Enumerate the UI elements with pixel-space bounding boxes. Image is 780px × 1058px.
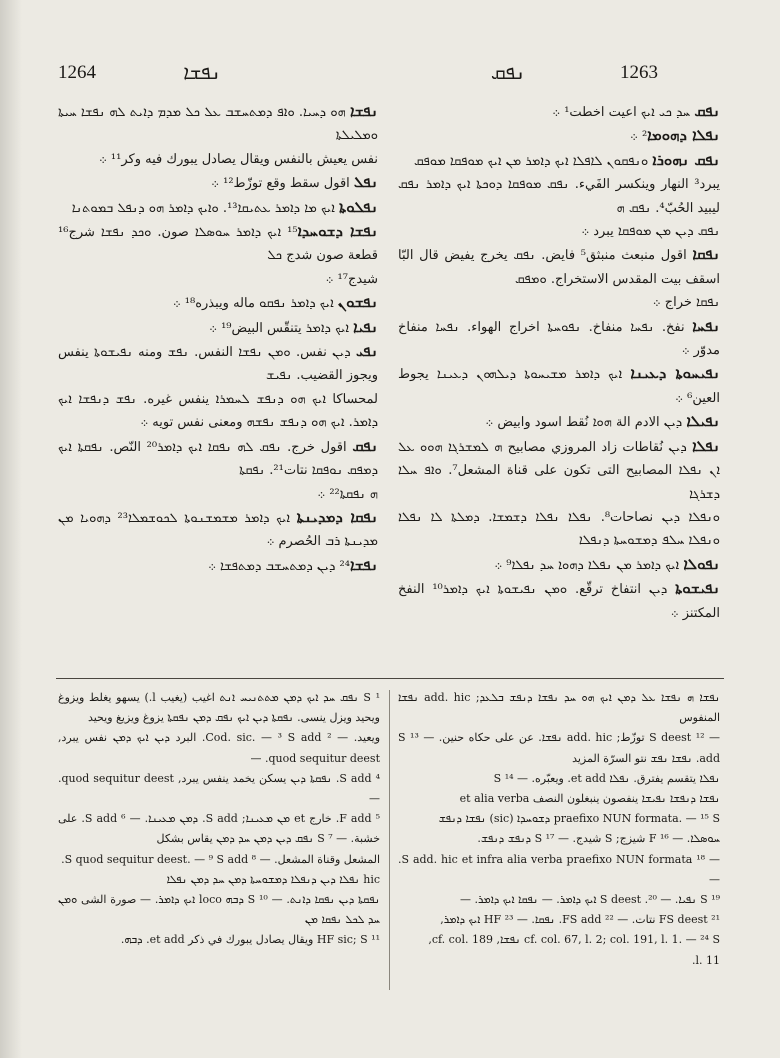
dictionary-entry — [58, 316, 378, 340]
footnote-line: — ¹⁸ S add. hic et infra alia verba praefixo NUN formata. — — [398, 852, 720, 886]
dictionary-entry — [398, 124, 720, 148]
footnote-line: — ¹² S deest توزّط; add. hic ܢܦܫܐ. عن على حكاه حنين. — ¹³ S add. ܢܦܫܐ ܢܦܫ نتو السرّة المزيد — [398, 731, 721, 765]
dictionary-entry — [398, 553, 720, 577]
dictionary-entry — [58, 435, 378, 483]
footnote-line: ¹¹ HF sic; S ويقال يصادل يبورك في ذكر et add. ܕܒܗ. — [120, 933, 380, 947]
entry-text: ܘܢܦܩܘܢ ܠܐܦܠܐ ܐܝܟ ܕܐܡܪ ܡܢ ܐܝܟ ܡܘܦܩܐ ܡܘܦܩ — [414, 153, 653, 169]
dictionary-entry — [58, 506, 378, 554]
dictionary-entry — [58, 268, 378, 291]
footnote-line: ܢܦܫܐ ܗ ܢܦܫܐ ܥܠ ܕܡܢ ܐܝܟ ܗܘ ܚܕ ܢܦܫܐ ܕܢܦܫ ܒܠܥܕ; add. hic ܢܦܫܐ المنفوس — [398, 691, 721, 725]
entry-text: ܚܕ ܟܝ ܐܝܟ اعيت اخطت¹ ܀ — [552, 105, 695, 120]
dictionary-entry — [398, 506, 720, 553]
footnote-line: المشعل وقناة المشعل. — ⁸ S quod sequitur deest. — ⁹ S add. — [61, 852, 380, 866]
entry-headword: ܢܦܫܐ ܕܫܘܚܕܐ — [297, 222, 378, 241]
entry-text: ܐܝܟ ܕܐܡܪ ܡܢ ܢܦܠܐ ܕܗܘܐ ܚܕ ܢܦܠܐ⁹ ܀ — [494, 557, 684, 573]
dictionary-entry — [58, 196, 378, 220]
dictionary-entry — [58, 554, 378, 578]
dictionary-entry — [398, 149, 720, 173]
dictionary-entry — [398, 243, 720, 291]
entry-text: يبرد³ النهار وينكسر الفَيء. ܢܦܩ ܡܘܦܩܐ ܕܘܟܬܐ ܐܝܟ ܕܐܡܪ ܢܦܩ ليبيد الحُبّ⁴. ܢܦܩ ܗ — [398, 177, 720, 216]
dictionary-entry — [398, 291, 720, 314]
entry-text: ² ܀ — [630, 129, 648, 145]
entry-headword: ܢܦܠ — [353, 173, 378, 192]
entry-headword: ܢܦܩ ܢܗܘܪܐ — [652, 150, 720, 169]
footnote-line: ويعيد. — ² Cod. sic. — ³ S add. البرد ܕܝܢ ܐܝܟ ܕܡܢ نفس يبرد, quod sequitur deest. — — [58, 731, 381, 765]
entry-headword: ܢܦܫܐ — [349, 555, 378, 574]
entry-headword: ܢܦܩܐ ܕܡܕܝܢܬܐ — [296, 507, 379, 526]
running-head-left: ܢܦܫܐ — [183, 60, 221, 84]
entry-text: ¹⁵ ܐܝܟ ܕܐܡܪ ܚܘܣܠܐ صون. ܘܟܕ ܢܦܫܐ شرج¹⁶ قطعة صون شدج ܟܠ — [58, 225, 378, 264]
entry-text: لمحساكا ܐܝܟ ܗܘ ܕܢܦܫ ܠܚܡܪܐ ينفس غيره. ܢܦܫ ܕܢܦܫܐ ܐܝܟ ܕܐܡܪ. ܐܝܟ ܗܘ ܕܢܦܫ ܢܦܫܗ ومعنى نفس تويه ܀ — [58, 391, 378, 431]
dictionary-entry — [398, 173, 720, 220]
footnote-line: ⁵ F add. خارج et ܡܢ ܡܥܝܢܐ; S add. ܕܡܢ ܡܥܝܢܐ. — ⁶ S add. على خشبة. — ⁷ S ܢܦܩ ܕܝܢ ܕܡܢ ܚܕ ܕܡܢ يقاس بشكل — [58, 812, 380, 846]
page-number-left: 1264 — [58, 62, 96, 83]
entry-headword: ܢܦܫܘܢ — [337, 293, 378, 312]
dictionary-entry — [58, 148, 378, 171]
entry-headword: ܢܦܫܐ — [349, 102, 378, 120]
dictionary-entry — [58, 171, 378, 195]
footnotes-right — [398, 688, 720, 971]
entry-headword: ܢܦܘܠܐ — [683, 554, 720, 573]
entry-text: ܐܝܟ ܡܐ ܕܐܡܪ ܥܬܝܩܐ¹³. ܘܐܝܟ ܕܐܡܪ ܗܘ ܕܢܦܠ ܒܡܘܬܢܐ — [71, 200, 340, 216]
footnote-rule — [56, 678, 724, 679]
entry-text: ܗ ܢܦܩܬܐ²² ܀ — [317, 486, 378, 502]
entry-headword: ܢܦܝܫܘܬܐ — [675, 579, 720, 598]
dictionary-entry — [398, 577, 720, 625]
footnote-column-divider — [389, 690, 390, 990]
entry-text: ܢܦܩ ܕܝܢ ܡܢ ܡܘܦܩܐ يبرد ܀ — [581, 224, 720, 240]
entry-text: ܕܝܢ نُقاطات زاد المروزي مصابيح ܗ ܠܡܫܪܓܐ ܗܘܘ ܥܠ ܐܢ ܢܦܠܐ المصابيح التى تكون على قناة المشعل⁷. ܘܐܦ ܚܠܐ ܕܫܪܓܐ — [398, 439, 720, 502]
entry-text: ܐܝܟ ܕܐܡܪ ܡܫܡܫܢܘܬܐ ܠܟܘܫܡܠܐ²³ ܕܗܘܝܐ ܡܢ ܡܕܝܢܬܐ ܪܒ الحُصرم ܀ — [58, 510, 378, 550]
left-column-entries — [58, 100, 378, 578]
page-header — [0, 62, 780, 92]
dictionary-entry — [58, 388, 378, 435]
entry-headword: ܢܦܝܐ — [353, 317, 378, 336]
footnote-line: ⁴ S add. ܢܦܩܬܐ ܕܝܢ يسكن يخمد ينفس يبرد, quod sequitur deest. — — [58, 771, 380, 806]
footnote-line: ܚܘܣܠܐ. — ¹⁶ F شيزج; S شيدج. — ¹⁷ S ܕܢܦܫ ܕܢܦܫ. — [477, 832, 720, 846]
right-column-entries — [398, 100, 720, 625]
footnote-line: ¹⁹ S ܢܦܝܐ. — ²⁰. S deest ܐܝܟ ܕܐܡܪ. — ܢܦܩܐ ܐܝܟ ܕܐܡܪ. — — [459, 893, 720, 907]
footnote-line: l. 11. — [691, 953, 720, 967]
entry-headword: ܢܦܠܐ — [692, 436, 720, 455]
page-edge-shadow — [0, 0, 22, 1058]
entry-headword: ܢܦܠܘܬܐ — [339, 197, 378, 216]
page-number-right: 1263 — [620, 62, 658, 83]
dictionary-entry — [398, 100, 720, 124]
dictionary-entry — [58, 100, 378, 148]
footnote-line: ܢܦܠܐ يتقسم يفترق. ܢܦܠܐ et add. ويعبّره. — ¹⁴ S — [493, 771, 720, 785]
entry-text: ܕܝܢ نفس. ܘܡܢ ܢܦܫܐ النفس. ܢܦܫ ومنه ܢܦܝܫܘܬܐ ينفس ويجوز القضيب. ܢܦܝܫ — [58, 345, 378, 384]
footnote-line: ܢܦܩܬܐ ܕܝܢ ܢܦܩܐ ܕܐܢܬ. — ¹⁰ S ܕܒܗ loco ܐܝܟ ܕܐܡܪ. — صورة الشى ܘܡܢ ܚܕ ܠܟܠ ܢܦܩܐ ܡܢ — [58, 893, 380, 927]
entry-text: ܕܝܢ الادم الة ܗܘܐ نُقط اسود وابيض ܀ — [485, 415, 687, 431]
dictionary-entry — [58, 483, 378, 506]
entry-text: نفخ. ܢܦܚܐ منفاخ. ܢܦܘܚܬܐ اخراج الهواء. ܢܦܚܐ منفاخ مدوّر ܀ — [398, 319, 720, 359]
entry-headword: ܢܦܩ — [694, 102, 720, 120]
dictionary-entry — [58, 220, 378, 268]
dictionary-entry — [398, 220, 720, 243]
entry-headword: ܢܦܩ — [352, 436, 378, 455]
entry-headword: ܢܦܩܐ — [692, 245, 720, 264]
entry-text: شيدج¹⁷ ܀ — [325, 271, 378, 287]
entry-text: اقول منبعث منبثق⁵ فايض. ܢܦܩ يخرج يفيض قال البّا اسقف بيت المقدس الاستخراج. ܘܡܦܩ — [398, 248, 720, 287]
dictionary-entry — [398, 362, 720, 410]
entry-headword: ܢܦܝܠܐ — [686, 412, 720, 431]
entry-text: اقول خرج. ܢܦܩ ܠܗ ܢܦܩܐ ܐܝܟ ܕܐܡܪ²⁰ النّص. ܢܦܩܬܐ ܐܝܟ ܕܡܦܩ ܢܘܦܩܐ نتات²¹. ܢܦܩܬܐ — [58, 439, 378, 479]
footnote-line: praefixo NUN formata. — ¹⁵ S ܕܫܘܚܕܐ (sic) ܢܦܫܐ ܕܢܦܫ — [438, 812, 720, 826]
entry-text: ܐܝܟ ܕܐܡܪ ܢܦܩܘ ماله ويبذره¹⁸ ܀ — [172, 296, 338, 312]
entry-headword: ܢܦܝܚܘܬܐ ܕܥܝܢܐ — [630, 364, 721, 383]
entry-headword: ܢܦܠܐ ܕܗܘܡܐ — [647, 126, 720, 145]
entry-text: ܘܢܦܠܐ ܕܝܢ نصاحات⁸. ܢܦܠܐ ܢܦܠܐ ܕܫܡܫܐ. ܕܡܠܬܐ ܠܐ ܢܦܠܐ ܘܢܦܠܐ ܚܠܦ ܕܡܫܘܚܬܐ ܕܢܦܠܐ — [398, 509, 720, 549]
entry-text: ܐܝܟ ܕܐܡܪ يتنقّس البيض¹⁹ ܀ — [209, 320, 354, 336]
footnote-line: ²¹ FS deest نتات. — ²² FS add. ܢܦܩܐ. — ²³ HF ܐܝܟ ܕܐܡܪ, — [440, 913, 720, 927]
entry-headword: ܢܦܚܐ — [692, 316, 720, 335]
dictionary-entry — [398, 410, 720, 434]
entry-headword: ܢܦܝ — [355, 342, 378, 361]
footnotes-left — [58, 688, 380, 951]
dictionary-entry — [398, 435, 720, 506]
entry-text: اقول سقط وقع توزّط¹² ܀ — [211, 176, 354, 192]
dictionary-entry — [58, 291, 378, 315]
dictionary-entry — [58, 340, 378, 388]
dictionary-entry — [398, 315, 720, 363]
footnote-line: ܢܦܫܐ ܕܢܦܫܐ ܢܦܝܫܐ ينفصون ينبغلون النصف et alia verba — [459, 792, 720, 806]
footnote-line: cf. col. 67, l. 2; col. 191, l. 1. — ²⁴ S ܢܦܫܐ, cf. col. 189, — [428, 933, 720, 947]
entry-text: نفس يعيش بالنفس ويقال يصادل يبورك فيه وكر¹¹ ܀ — [98, 151, 378, 167]
footnote-line: hic ܢܦܠܐ ܕܝܢ ܕܢܦܠܐ ܕܡܫܘܚܬܐ ܕܡܢ ܚܕ ܕܡܢ ܢܦܠܐ — [166, 872, 380, 886]
footnote-line: ¹ S ܢܦܩ ܚܕ ܐܝܟ ܕܡܢ ܡܬܬܢܝܚ ܐܢܬ اغيب (يغيب l.) يسهو يغلط ويزوغ ويحيد ويزل ينسى. ܢܦܩܬܐ ܕܝܢ ܐܝܟ ܢܦܩ ܕܡܢ ܢܦܩܬܐ يزوغ ويزيغ ويحيد — [58, 691, 380, 725]
entry-text: ²⁴ ܕܝܢ ܕܡܬܚܫܒ ܕܡܬܦܫܐ ܀ — [208, 558, 350, 574]
entry-text: ܗܘ ܕܚܝܐ. ܘܐܦ ܕܡܬܚܫܒ ܥܠ ܟܠ ܡܕܡ ܕܐܝܬ ܠܗ ܢܦܫܐ ܚܝܬܐ ܘܡܠܝܠܬܐ — [58, 105, 378, 144]
entry-text: ܕܝܢ انتفاخ ترقّع. ܘܡܢ ܢܦܝܫܘܬܐ ܐܝܟ ܕܐܡܪ¹⁰ النفخ المكتنز ܀ — [398, 582, 720, 621]
entry-text: ܐܝܟ ܕܐܡܪ ܡܫܝܚܘܬܐ ܕܝܠܗܘܢ ܕܥܝܢܐ يجوط العين⁶ ܀ — [398, 367, 720, 406]
entry-text: ܢܦܩܐ خراج ܀ — [652, 295, 720, 311]
running-head-right: ܢܦܩ — [490, 60, 526, 84]
